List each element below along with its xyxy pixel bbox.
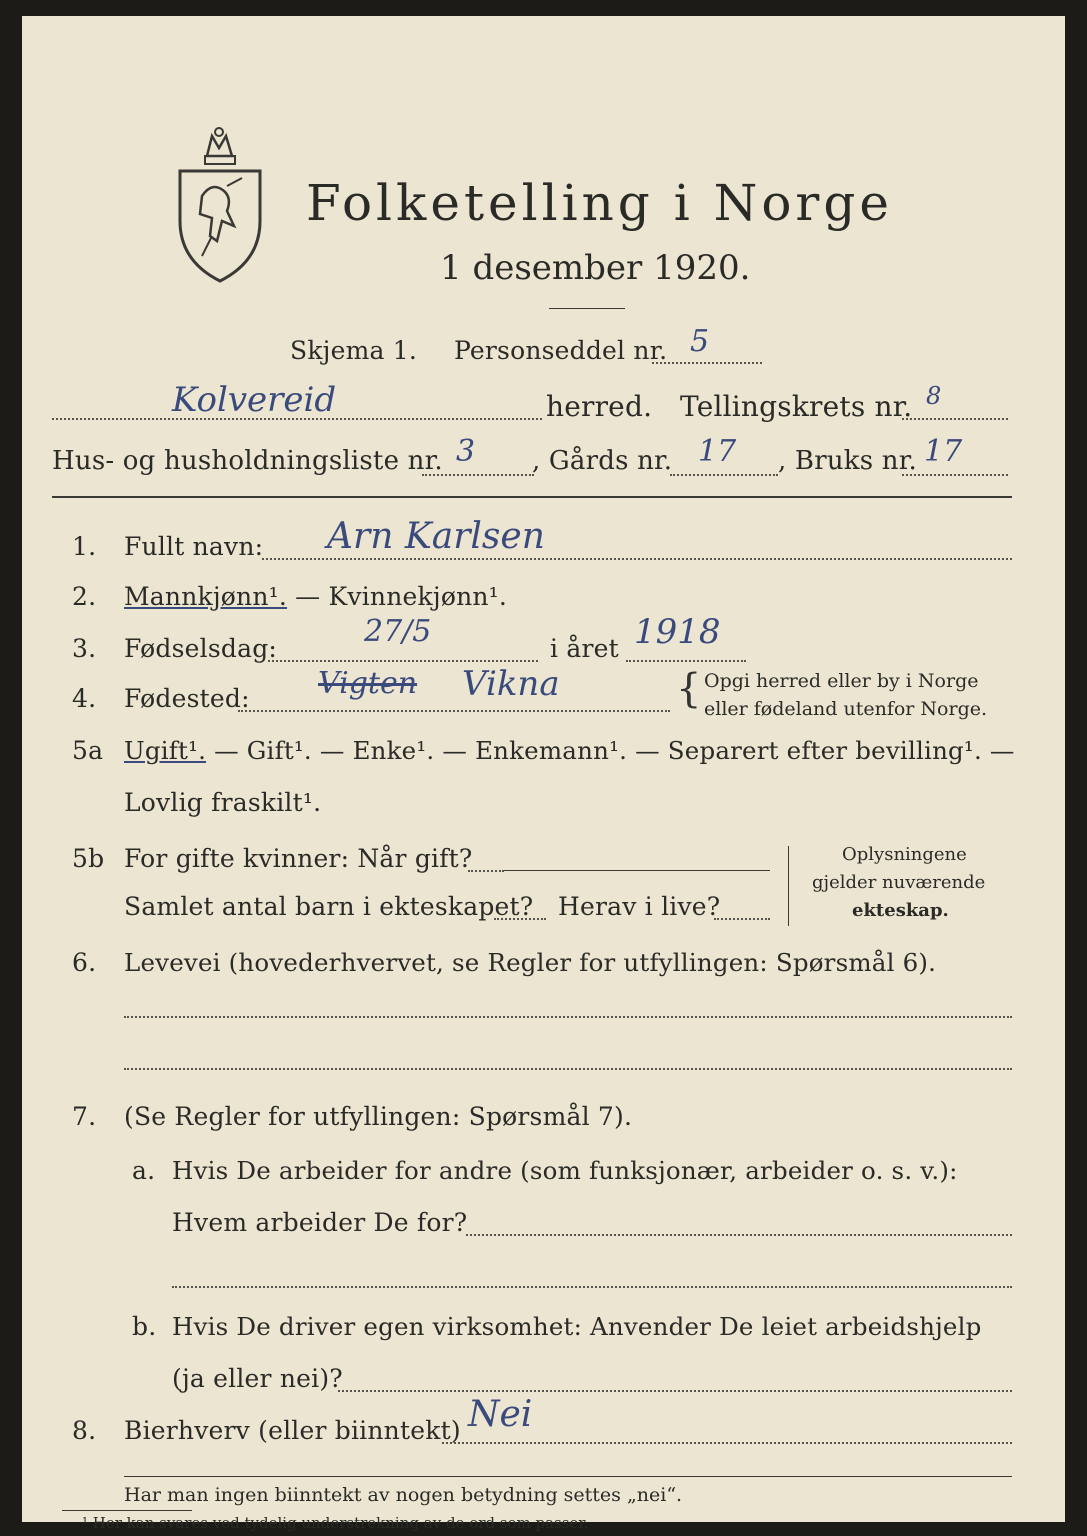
q5a-number: 5a (72, 736, 104, 765)
gender-female: Kvinnekjønn¹. (328, 582, 508, 611)
herred-value: Kolvereid (172, 380, 337, 420)
q6-number: 6. (72, 948, 97, 977)
q5b-note-line2: gjelder nuværende (812, 872, 986, 893)
personseddel-value: 5 (690, 324, 710, 359)
q5b-label-children: Samlet antal barn i ekteskapet? (124, 892, 534, 921)
form-title: Folketelling i Norge (306, 174, 893, 232)
q5b-number: 5b (72, 844, 105, 873)
skjema-label: Skjema 1. (290, 336, 418, 365)
gards-label: , Gårds nr. (532, 446, 673, 476)
tellingskrets-value: 8 (926, 382, 942, 410)
q7b-label: Hvis De driver egen virksomhet: Anvender De leiet arbeidshjelp (172, 1312, 982, 1341)
q4-number: 4. (72, 684, 97, 713)
census-form-page: Folketelling i Norge 1 desember 1920. Skjema 1. Personseddel nr. 5 Kolvereid herred. Tellingskrets nr. 8 Hus- og husholdningsliste nr. 3 , Gårds nr. 17 , Bruks nr. 17 1. Fullt navn: Arn Karlsen 2. Mannkjønn¹. — Kvinnekjønn¹. 3. Fødselsdag: 27/5 i året 1918 4. Fødested: Vigten Vikna { Opgi herred eller by i Norge eller fødeland utenfor Norge. 5a Ugift¹. — Gift¹. — Enke¹. — Enkemann¹. — Separert efter bevilling¹. — Lovlig fraskilt¹. 5b For gifte kvinner: Når gift? Samlet antal barn i ekteskapet? Herav i live? Oplysningene gjelder nuværende ekteskap. 6. Levevei (hovederhvervet, se Regler for utfyllingen: Spørsmål 6). 7. (Se Regler for utfyllingen: Spørsmål 7). a. Hvis De arbeider for andre (som funksjonær, arbeider o. s. v.): Hvem arbeider De for? b. Hvis De driver egen virksomhet: Anvender De leiet arbeidshjelp (ja eller nei)? 8. Bierhverv (eller biinntekt) Nei Har man ingen biinntekt av nogen betydning settes „nei“. ¹ Her kan svares ved tydelig understrekning av de ord som passer. (22, 16, 1065, 1522)
gards-value: 17 (698, 434, 737, 469)
q1-number: 1. (72, 532, 97, 561)
gender-male: Mannkjønn¹. (124, 582, 288, 611)
personseddel-label: Personseddel nr. (454, 336, 668, 365)
q7a-letter: a. (132, 1156, 156, 1185)
q7-number: 7. (72, 1102, 97, 1131)
section-divider (52, 496, 1012, 498)
q7b-label-yesno: (ja eller nei)? (172, 1364, 343, 1393)
q3-number: 3. (72, 634, 97, 663)
birthplace-value: Vikna (462, 664, 560, 704)
q3-year-label: i året (550, 634, 619, 663)
q8-label: Bierhverv (eller biinntekt) (124, 1416, 461, 1445)
footer-note: Har man ingen biinntekt av nogen betydning settes „nei“. (124, 1484, 683, 1506)
herred-label: herred. (546, 390, 653, 423)
coat-of-arms-icon (172, 126, 267, 286)
birth-year-value: 1918 (634, 612, 721, 652)
q2-number: 2. (72, 582, 97, 611)
q7a-label-employer: Hvem arbeider De for? (172, 1208, 468, 1237)
census-date: 1 desember 1920. (440, 248, 751, 288)
q4-note-line2: eller fødeland utenfor Norge. (704, 698, 988, 720)
q7a-label: Hvis De arbeider for andre (som funksjonær, arbeider o. s. v.): (172, 1156, 958, 1185)
side-income-value: Nei (468, 1394, 533, 1435)
footnote: ¹ Her kan svares ved tydelig understrekning av de ord som passer. (82, 1514, 589, 1532)
q1-label: Fullt navn: (124, 532, 264, 561)
footer-divider (124, 1476, 1012, 1477)
q5b-label-married: For gifte kvinner: Når gift? (124, 844, 473, 873)
tellingskrets-label: Tellingskrets nr. (680, 390, 913, 423)
q6-label: Levevei (hovederhvervet, se Regler for utfyllingen: Spørsmål 6). (124, 948, 937, 977)
husliste-label: Hus- og husholdningsliste nr. (52, 446, 443, 476)
bruks-value: 17 (924, 434, 963, 469)
title-divider (549, 308, 625, 309)
marital-options: Ugift¹. — Gift¹. — Enke¹. — Enkemann¹. — Separert efter bevilling¹. — (124, 736, 1015, 765)
q4-note-line1: Opgi herred eller by i Norge (704, 670, 979, 692)
q4-label: Fødested: (124, 684, 250, 713)
full-name-value: Arn Karlsen (327, 516, 545, 557)
husliste-value: 3 (456, 434, 476, 469)
q7-label: (Se Regler for utfyllingen: Spørsmål 7). (124, 1102, 633, 1131)
q5b-note-line3: ekteskap. (852, 900, 949, 921)
q3-label: Fødselsdag: (124, 634, 278, 663)
q8-number: 8. (72, 1416, 97, 1445)
birthplace-struck: Vigten (318, 666, 418, 701)
marital-ugift: Ugift¹. (124, 736, 207, 765)
bruks-label: , Bruks nr. (778, 446, 917, 476)
birthday-value: 27/5 (364, 614, 432, 649)
gender-options: Mannkjønn¹. — Kvinnekjønn¹. (124, 582, 508, 611)
q5b-note-line1: Oplysningene (842, 844, 967, 865)
q7b-letter: b. (132, 1312, 157, 1341)
q5b-label-alive: Herav i live? (558, 892, 721, 921)
marital-fraskilt: Lovlig fraskilt¹. (124, 788, 322, 817)
